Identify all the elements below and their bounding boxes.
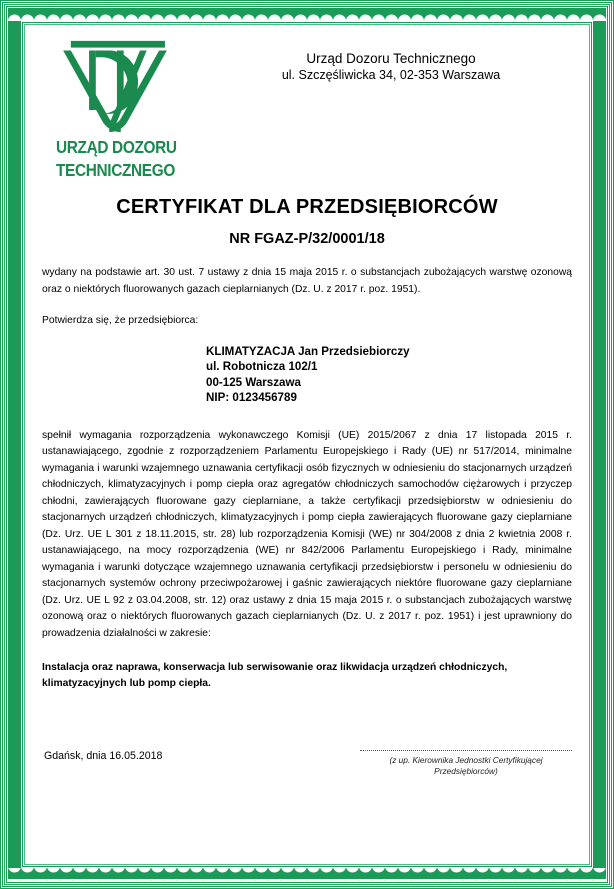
scope-text: Instalacja oraz naprawa, konserwacja lub serwisowanie oraz likwidacja urządzeń chłodniczych, klimatyzacyjnych lub pomp ciepła.	[42, 662, 508, 689]
signature-line	[360, 750, 572, 751]
issued-basis-text: wydany na podstawie art. 30 ust. 7 ustawy z dnia 15 maja 2015 r. o substancjach zubożających warstwę ozonową oraz o niektórych fluorowanych gazach cieplarnianych (Dz. U. z 2017 r. poz. 1951).	[42, 267, 572, 295]
main-legal-text: spełnił wymagania rozporządzenia wykonawczego Komisji (UE) 2015/2067 z dnia 17 listopada 2015 r. ustanawiającego, zgodnie z rozporządzeniem Parlamentu Europejskiego i Rady (UE) nr 517/2014, minimalne wymagania i warunki wzajemnego uznawania certyfikacji osób fizycznych w odniesieniu do stacjonarnych urządzeń chłodniczych, klimatyzacyjnych i pomp ciepła oraz agregatów chłodniczych samochodów ciężarowych i przyczep chłodni, zawierających fluorowane gazy cieplarniane, a także certyfikacji przedsiębiorstw w odniesieniu do stacjonarnych urządzeń chłodniczych, klimatyzacyjnych i pomp ciepła zawierających fluorowane gazy cieplarniane (Dz. Urz. UE L 301 z 18.11.2015, str. 28) lub rozporządzenia Komisji (WE) nr 304/2008 z dnia 2 kwietnia 2008 r. ustanawiającego, na mocy rozporządzenia (WE) nr 842/2006 Parlamentu Europejskiego i Rady, minimalne wymagania i warunki dotyczące wzajemnego uznawania certyfikacji przedsiębiorstw i personelu w odniesieniu do stacjonarnych systemów ochrony przeciwpożarowej i gaśnic zawierających niektóre fluorowane gazy cieplarniane (Dz. Urz. UE L 92 z 03.04.2008, str. 12) oraz ustawy z dnia 15 maja 2015 r. o substancjach zubożających warstwę ozonową oraz o niektórych fluorowanych gazach cieplarnianych (Dz. U. z 2017 r. poz. 1951) i jest uprawniony do prowadzenia działalności w zakresie:	[42, 429, 572, 639]
certificate-title: CERTYFIKAT DLA PRZEDSIĘBIORCÓW	[116, 196, 498, 218]
place-and-date: Gdańsk, dnia 16.05.2018	[44, 750, 163, 762]
footer	[42, 750, 572, 777]
entity-details	[206, 344, 572, 406]
entity-name: KLIMATYZACJA Jan Przedsiebiorczy	[206, 344, 410, 358]
certificate-content	[28, 28, 586, 861]
organization-name: Urząd Dozoru Technicznego	[306, 51, 476, 66]
certificate-number: NR FGAZ-P/32/0001/18	[229, 231, 385, 247]
entity-city: 00-125 Warszawa	[206, 375, 301, 389]
signature-caption-line-2: Przedsiębiorców)	[434, 766, 498, 776]
logo-text-line-2: TECHNICZNEGO	[56, 160, 175, 180]
organization-address: ul. Szczęśliwicka 34, 02-353 Warszawa	[281, 68, 501, 82]
confirmation-label: Potwierdza się, że przedsiębiorca:	[42, 315, 199, 326]
udt-logo	[42, 34, 226, 180]
entity-street: ul. Robotnicza 102/1	[206, 360, 318, 373]
udt-monogram-icon	[56, 38, 174, 134]
organization-info	[226, 34, 572, 83]
signature-block	[360, 750, 572, 777]
signature-caption-line-1: (z up. Kierownika Jednostki Certyfikującej	[389, 755, 543, 765]
logo-text-line-1: URZĄD DOZORU	[56, 137, 177, 157]
entity-nip: NIP: 0123456789	[206, 391, 297, 404]
header	[42, 34, 572, 184]
